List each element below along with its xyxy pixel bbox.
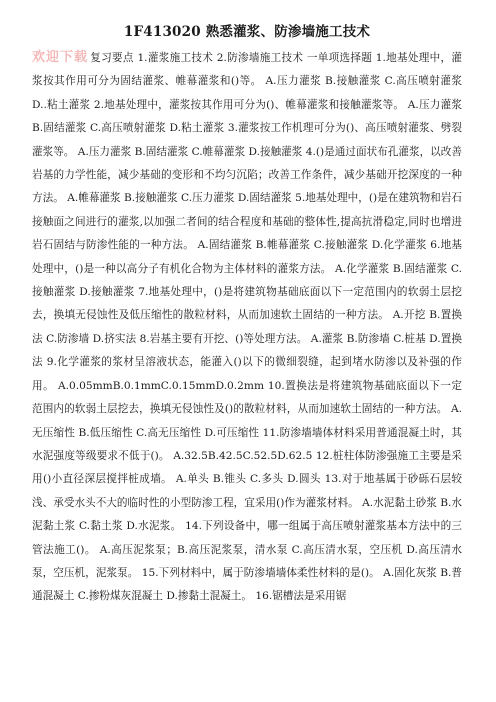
body-text: 复习要点 1.灌浆施工技术 2.防渗墙施工技术 一单项选择题 1.地基处理中，灌浆按其作用可分为固结灌浆、帷幕灌浆和()等。 A.压力灌浆 B.接触灌浆 C.高压喷射灌浆 D..粘土灌浆 2.地基处理中，灌浆按其作用可分为()、帷幕灌浆和接触灌浆等。 A.压力灌浆 B.固结灌浆 C.高压喷射灌浆 D.粘土灌浆 3.灌浆按工作机理可分为()、高压喷射灌浆、劈裂灌浆等。 A.压力灌浆 B.固结灌浆 C.帷幕灌浆 D.接触灌浆 4.()是通过面状布孔灌浆，以改善岩基的力学性能，减少基础的变形和不均匀沉陷；改善工作条件，减少基础开挖深度的一种方法。 A.帷幕灌浆 B.接触灌浆 C.压力灌浆 D.固结灌浆 5.地基处理中，()是在建筑物和岩石接触面之间进行的灌浆,以加强二者间的结合程度和基础的整体性,提高抗滑稳定,同时也增进岩石固结与防渗性能的一种方法。 A.固结灌浆 B.帷幕灌浆 C.接触灌浆 D.化学灌浆 6.地基处理中，()是一种以高分子有机化合物为主体材料的灌浆方法。 A.化学灌浆 B.固结灌浆 C.接触灌浆 D.接触灌浆 7.地基处理中，()是将建筑物基础底面以下一定范围内的软弱土层挖去，换填无侵蚀性及低压缩性的散粒材料，从而加速软土固结的一种方法。 A.开挖 B.置换法 C.防渗墙 D.挤实法 8.岩基主要有开挖、()等处理方法。 A.灌浆 B.防渗墙 C.桩基 D.置换法 9.化学灌浆的浆材呈溶液状态，能灌入()以下的微细裂缝，起到堵水防渗以及补强的作用。 A.0.05mmB.0.1mmC.0.15mmD.0.2mm 10.置换法是将建筑物基础底面以下一定范围内的软弱土层挖去，换填无侵蚀性及()的散粒材料，从而加速软土固结的一种方法。 A.无压缩性 B.低压缩性 C.高无压缩性 D.可压缩性 11.防渗墙墙体材料采用普通混凝土时，其水泥强度等级要求不低于()。 A.32.5B.42.5C.52.5D.62.5 12.桩柱体防渗强施工主要是采用()小直径深层搅拌桩成墙。 A.单头 B.锥头 C.多头 D.圆头 13.对于地基属于砂砾石层较浅、承受水头不大的临时性的小型防渗工程，宜采用()作为灌浆材料。 A.水泥黏土砂浆 B.水泥黏土浆 C.黏土浆 D.水泥浆。 14.下列设备中，哪一组属于高压喷射灌浆基本方法中的三管法施工()。 A.高压泥浆泵；B.高压泥浆泵，清水泵 C.高压清水泵，空压机 D.高压清水泵，空压机，泥浆泵。 15.下列材料中，属于防渗墙墙体柔性材料的是()。 A.固化灰浆 B.普通混凝土 C.掺粉煤灰混凝土 D.掺黏土混凝土。 16.锯槽法是采用锯 <box>32 52 462 603</box>
watermark-logo: 欢迎下载 <box>32 50 89 65</box>
document-body <box>32 46 462 609</box>
document-title: 1F413020 熟悉灌浆、防渗墙施工技术 <box>123 24 371 40</box>
